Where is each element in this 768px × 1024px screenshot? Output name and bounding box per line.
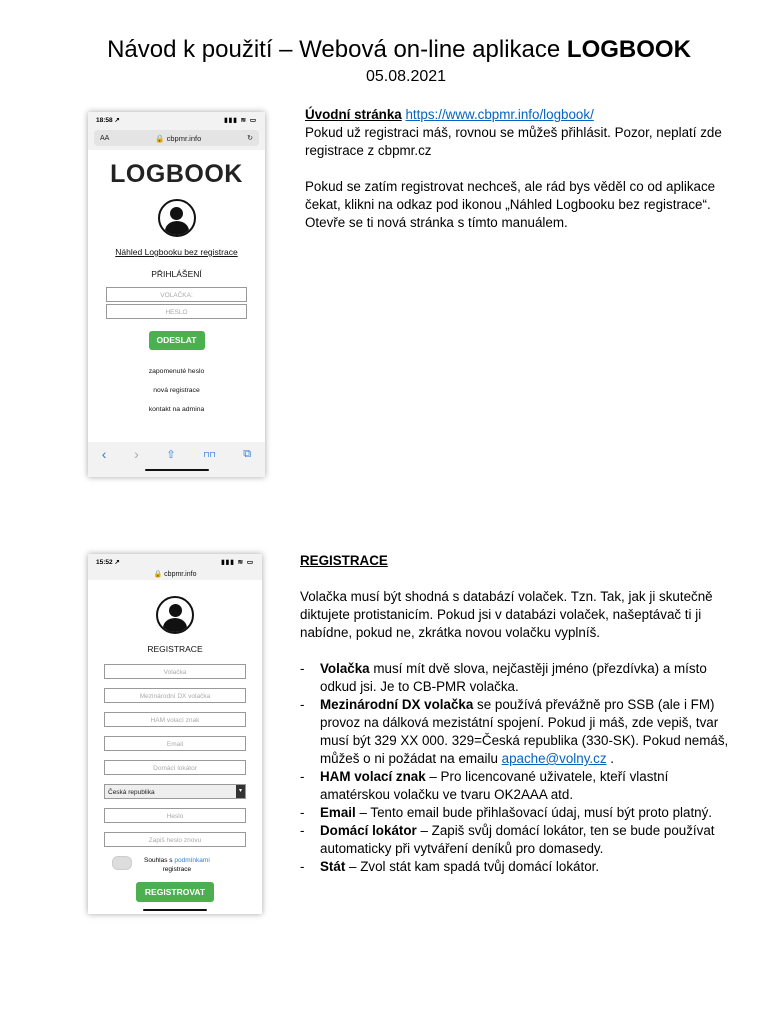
contact-admin-link[interactable]: kontakt na admina: [148, 406, 205, 413]
country-select[interactable]: [104, 784, 246, 799]
password-input[interactable]: Heslo: [104, 808, 246, 823]
reload-icon[interactable]: ↻: [247, 135, 253, 142]
document-title: Návod k použití – Webová on-line aplikace LOGBOOK: [107, 36, 691, 63]
url-text: 🔒 cbpmr.info: [155, 133, 202, 143]
ham-callsign-input[interactable]: HAM volací znak: [104, 712, 246, 727]
country-value: Česká republika: [108, 789, 155, 796]
signal-wifi-battery-icon: ▮▮▮ ≋ ▭: [224, 117, 257, 124]
logbook-url-link[interactable]: https://www.cbpmr.info/logbook/: [405, 107, 594, 122]
chevron-down-icon: ▾: [236, 785, 245, 798]
section-registration: [300, 552, 732, 876]
consent-toggle[interactable]: [112, 856, 132, 870]
page-content: [88, 150, 265, 442]
password-input[interactable]: HESLO: [106, 304, 247, 319]
callsign-input[interactable]: Volačka: [104, 664, 246, 679]
section-intro: [305, 106, 733, 232]
signal-wifi-battery-icon: ▮▮▮ ≋ ▭: [221, 559, 254, 566]
intro-paragraph-2: Pokud se zatím registrovat nechceš, ale rád bys věděl co od aplikace čekat, klikni na odkaz pod ikonou „Náhled Logbooku bez registrace“. Otevře se ti nová stránka s tímto manuálem.: [305, 179, 716, 230]
dx-callsign-input[interactable]: Mezinárodní DX volačka: [104, 688, 246, 703]
phone-screenshot-registration: [88, 554, 262, 914]
intro-line: [305, 106, 733, 124]
page-content: [88, 580, 262, 914]
url-text: 🔒 cbpmr.info: [153, 571, 197, 578]
home-locator-input[interactable]: Domácí lokátor: [104, 760, 246, 775]
consent-label: Souhlas s podmínkami registrace: [144, 857, 210, 873]
callsign-input[interactable]: VOLAČKA:: [106, 287, 247, 302]
status-time: 15:52 ↗: [96, 559, 120, 566]
back-icon[interactable]: ‹: [101, 446, 107, 462]
browser-url-bar[interactable]: [94, 130, 259, 146]
forgot-password-link[interactable]: zapomenuté heslo: [148, 368, 205, 375]
document-date: 05.08.2021: [365, 68, 447, 85]
tabs-icon[interactable]: ⧉: [243, 447, 252, 460]
preview-link[interactable]: Náhled Logbooku bez registrace: [115, 247, 238, 257]
user-avatar-icon: [158, 199, 196, 237]
phone-screenshot-login: [88, 112, 265, 477]
terms-link[interactable]: podmínkami: [174, 857, 210, 864]
status-bar: [88, 112, 265, 130]
list-item: - HAM volací znak – Pro licencované uživatele, kteří vlastní amatérskou volačku ve tvaru OK2AAA atd.: [300, 769, 669, 802]
home-indicator: [143, 909, 207, 911]
text-size-icon[interactable]: AA: [100, 134, 110, 142]
user-avatar-icon: [156, 596, 194, 634]
intro-paragraph-1: Pokud už registraci máš, rovnou se můžeš přihlásit. Pozor, neplatí zde registrace z cbpmr.cz: [305, 125, 722, 158]
bookmarks-icon[interactable]: ⊓⊓: [203, 449, 216, 459]
register-button[interactable]: REGISTROVAT: [136, 882, 214, 902]
email-link[interactable]: apache@volny.cz: [501, 751, 607, 766]
registration-intro: Volačka musí být shodná s databází volaček. Tzn. Tak, jak ji skutečně diktujete protistanicím. Pokud jsi v databázi volaček, našeptávač ti ji nabídne, pokud ne, zkrátka novou volačku vyplníš.: [300, 589, 713, 640]
consent-row: [112, 856, 262, 874]
login-heading: PŘIHLÁŠENÍ: [151, 269, 202, 279]
submit-button[interactable]: ODESLAT: [149, 331, 205, 350]
intro-label: Úvodní stránka: [305, 107, 402, 122]
registration-section-heading: REGISTRACE: [300, 553, 388, 568]
new-registration-link[interactable]: nová registrace: [153, 387, 200, 394]
list-item: - Stát – Zvol stát kam spadá tvůj domácí lokátor.: [300, 859, 600, 874]
logbook-logo: LOGBOOK: [110, 160, 243, 188]
registration-heading: REGISTRACE: [147, 644, 203, 654]
list-item: - Email – Tento email bude přihlašovací údaj, musí být proto platný.: [300, 805, 713, 820]
status-time: 18:58 ↗: [96, 117, 120, 124]
home-indicator: [145, 469, 209, 471]
share-icon[interactable]: ⇧: [166, 448, 176, 461]
forward-icon[interactable]: ›: [134, 446, 139, 462]
email-input[interactable]: Email: [104, 736, 246, 751]
password-repeat-input[interactable]: Zapiš heslo znovu: [104, 832, 246, 847]
list-item: - Domácí lokátor – Zapiš svůj domácí lokátor, ten se bude používat automaticky při vytváření deníků pro domasedy.: [300, 823, 715, 856]
title-bold: LOGBOOK: [566, 36, 691, 63]
browser-toolbar: [88, 445, 265, 463]
list-item: - Volačka musí mít dvě slova, nejčastěji jméno (přezdívka) a místo odkud jsi. Je to CB-PMR volačka.: [300, 661, 707, 694]
list-item: - Mezinárodní DX volačka se používá převážně pro SSB (ale i FM) provoz na dálková mezistátní spojení. Pokud ji máš, zde vepiš, tvar musí být 329 XX 000. 329=Česká republika (330-SK). Pokud nemáš, můžeš o ni požádat na emailu apache@volny.cz .: [300, 697, 729, 766]
